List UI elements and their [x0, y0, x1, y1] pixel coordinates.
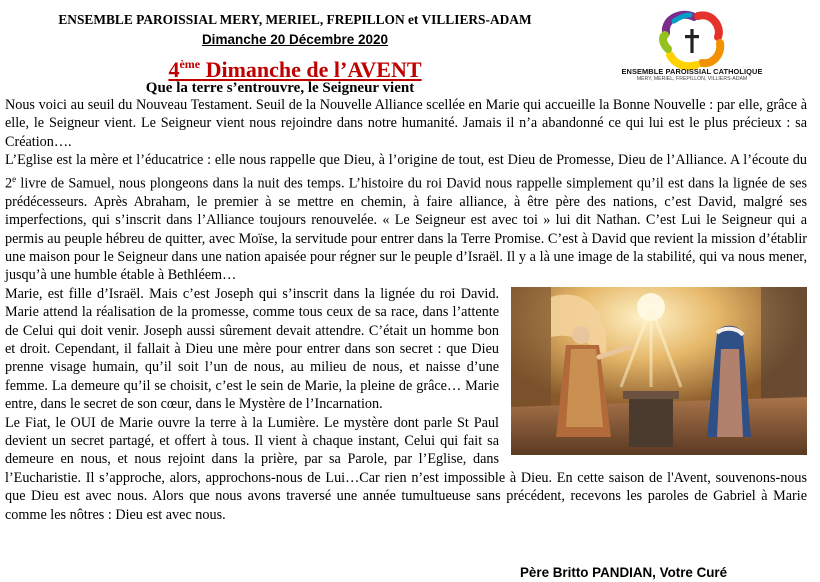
paragraph-2 — [5, 151, 807, 285]
date-line — [0, 32, 590, 47]
paragraph-4: Le Fiat, le OUI de Marie ouvre la terre à la Lumière. Le mystère dont parle St Paul devient un secret partagé, et offert à tous. Il vient à chaque instant, Celui qui fait sa demeure en nous, et nous rejoint dans la prière, par sa Parole, par l’Eglise, dans l’Eucharistie. Il s’approche, alors, approchons-nous de Lui…Car rien n’est impossible à Dieu. En cette saison de l'Avent, souvenons-nous que Dieu est avec nous. Alors que nous avons traversé une année tumultueuse sans précédent, recevons les paroles de Gabriel à Marie comme les nôtres : Dieu est avec nous. — [5, 414, 807, 523]
title-rest: Dimanche de l’AVENT — [200, 57, 422, 82]
paragraph-1: Nous voici au seuil du Nouveau Testament. Seuil de la Nouvelle Alliance scellée en Marie qui accueille la Bonne Nouvelle : par elle, grâce à elle, le Seigneur vient. Le Seigneur vient nous rejoindre dans notre humanité. Jamais il n’a abandonné ce qui lui est le plus précieux : sa Création…. — [5, 97, 807, 150]
page-subtitle: Que la terre s’entrouvre, le Seigneur vient — [145, 80, 415, 96]
paragraph-2-a: L’Eglise est la mère et l’éducatrice : elle nous rappelle que Dieu, à l’origine de tout, est Dieu de Promesse, Dieu de l’Alliance. A l’écoute du 2 — [5, 152, 807, 192]
logo-subcaption: MERY, MERIEL, FREPILLON, VILLIERS-ADAM — [636, 76, 748, 82]
title-number: 4 — [168, 57, 180, 82]
logo-ring — [663, 15, 720, 67]
paragraph-3: Marie, est fille d’Israël. Mais c’est Joseph qui s’inscrit dans la lignée du roi David. Marie attend la réalisation de la promesse, comme tous ceux de sa race, dans l’attente de Celui qui doit venir. Joseph aussi sûrement devait attendre. C’était un homme bon et droit. Cependant, il fallait à Dieu une mère pour entrer dans son secret : que Dieu prenne visage humain, qu’il soit l’un de nous, au milieu de nous, et naisse d’une femme. La demeure qu’il se choisit, c’est le sein de Marie, la pleine de grâce… Marie entre, dans le secret de son cœur, dans le Mystère de l’Incarnation. — [5, 285, 499, 413]
page-title — [0, 50, 590, 84]
title-text — [168, 57, 421, 82]
article-body — [5, 96, 807, 524]
signature: Père Britto PANDIAN, Votre Curé — [520, 565, 728, 580]
logo-caption: ENSEMBLE PAROISSIAL CATHOLIQUE — [621, 67, 763, 76]
date-text: Dimanche 20 Décembre 2020 — [201, 32, 389, 47]
parish-header: ENSEMBLE PAROISSIAL MERY, MERIEL, FREPILLON et VILLIERS-ADAM — [58, 12, 532, 27]
paragraph-2-superscript: e — [12, 173, 17, 184]
paragraph-2-b: livre de Samuel, nous plongeons dans la nuit des temps. L’histoire du roi David nous rappelle simplement qu’il est dans la lignée de ses prédécesseurs. Après Abraham, le premier à se mettre en chemin, à faire alliance, à être père des nations, c’est David, malgré ses imperfections, qui s’inscrit dans l’Alliance toujours renouvelée. « Le Seigneur est avec toi » lui dit Nathan. C’est Lui le Seigneur qui a permis au peuple hébreu de quitter, avec Moïse, la servitude pour entrer dans la Terre Promise. C’est à David que revient la mission d’établir une maison pour le Seigneur dans une nation apaisée pour régner sur le peuple d’Israël. Il y a là une image de la stabilité, qui va nous mener, jusqu’à une humble étable à Bethléem… — [5, 175, 807, 284]
annunciation-painting — [511, 287, 807, 455]
title-superscript: ème — [179, 57, 201, 71]
